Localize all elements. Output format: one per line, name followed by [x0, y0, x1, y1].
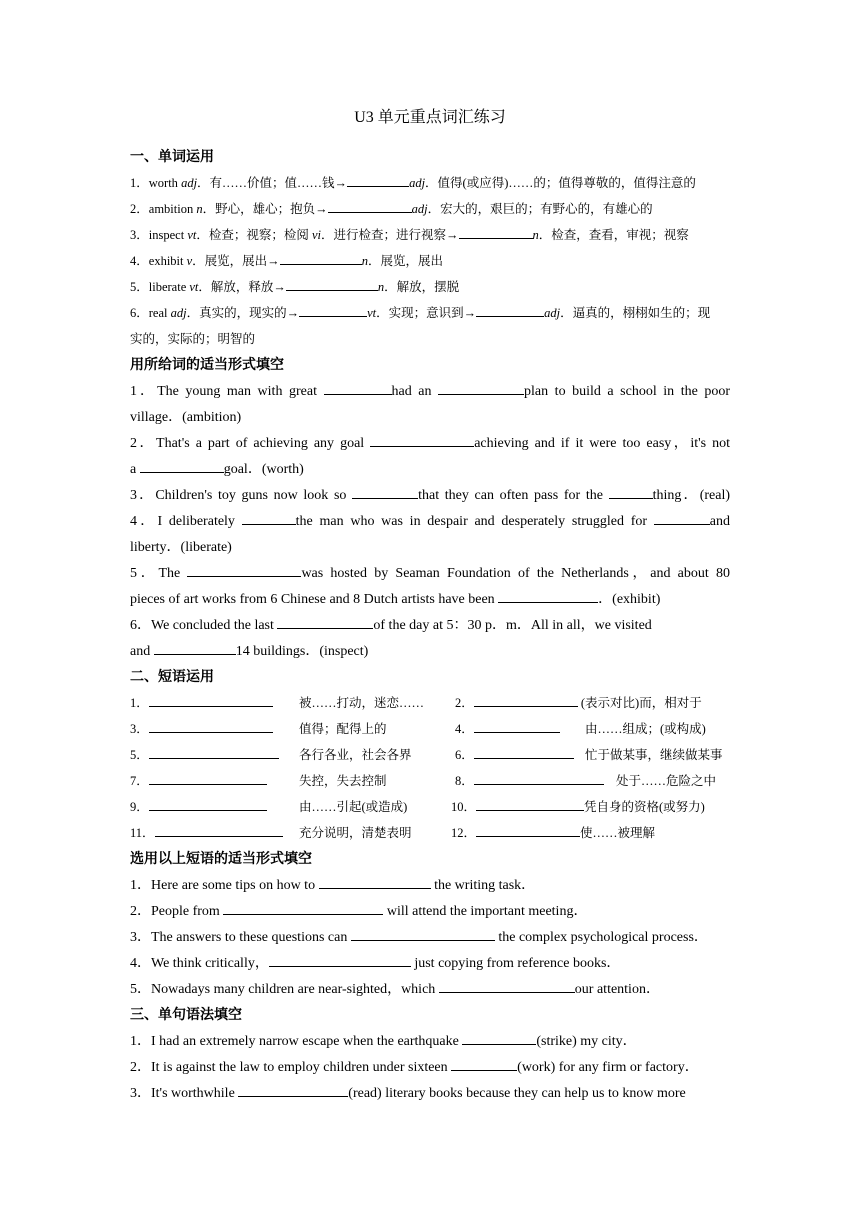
phrase-item-1: 1． — [130, 693, 273, 711]
answer-blank[interactable] — [187, 564, 301, 577]
fill1-question-5-continued: pieces of art works from 6 Chinese and 8 Dutch artists have been ．(exhibit) — [130, 592, 661, 607]
page-title: U3 单元重点词汇练习 — [354, 109, 506, 126]
answer-blank[interactable] — [328, 200, 412, 213]
section-heading-phrase-usage: 二、短语运用 — [130, 669, 214, 685]
answer-blank[interactable] — [462, 1032, 536, 1045]
vocab-item-2: 2．ambition n．野心，雄心；抱负→ adj．宏大的，艰巨的；有野心的，有雄心的 — [130, 202, 653, 216]
answer-blank[interactable] — [149, 746, 279, 759]
vocab-item-1: 1．worth adj．有……价值；值……钱→ adj．值得(或应得)……的；值得尊敬的，值得注意的 — [130, 176, 696, 190]
answer-blank[interactable] — [352, 486, 418, 499]
answer-blank[interactable] — [223, 902, 383, 915]
answer-blank[interactable] — [140, 460, 224, 473]
fill1-question-2: 2．That's a part of achieving any goal achieving and if it were too easy，it's not — [130, 436, 730, 451]
phrase-meaning-7: 失控，失去控制 — [299, 774, 387, 788]
fill1-question-1: 1．The young man with great had an plan to build a school in the poor — [130, 384, 730, 399]
phrase-item-7: 7． — [130, 771, 267, 789]
answer-blank[interactable] — [439, 980, 575, 993]
answer-blank[interactable] — [149, 694, 273, 707]
phrase-meaning-5: 各行各业，社会各界 — [299, 748, 412, 762]
answer-blank[interactable] — [347, 174, 409, 187]
phrase-item-6: 6． — [455, 745, 574, 763]
answer-blank[interactable] — [149, 798, 267, 811]
fill1-question-1-continued: village．(ambition) — [130, 410, 242, 425]
answer-blank[interactable] — [319, 876, 431, 889]
phrase-meaning-9: 由……引起(或造成) — [299, 800, 408, 814]
vocab-item-6: 6．real adj．真实的，现实的→ vt．实现；意识到→ adj．逼真的，栩栩如生的；现 — [130, 306, 711, 320]
answer-blank[interactable] — [149, 720, 273, 733]
answer-blank[interactable] — [351, 928, 495, 941]
grammar-question-3: 3．It's worthwhile (read) literary books because they can help us to know more — [130, 1086, 686, 1101]
answer-blank[interactable] — [654, 512, 710, 525]
answer-blank[interactable] — [324, 382, 392, 395]
answer-blank[interactable] — [277, 616, 373, 629]
phrase-meaning-6: 忙于做某事，继续做某事 — [585, 748, 723, 762]
phrase-meaning-8: 处于……危险之中 — [616, 774, 717, 788]
answer-blank[interactable] — [286, 278, 378, 291]
answer-blank[interactable] — [149, 772, 267, 785]
answer-blank[interactable] — [280, 252, 362, 265]
phrase-item-4: 4． — [455, 719, 560, 737]
answer-blank[interactable] — [459, 226, 533, 239]
answer-blank[interactable] — [238, 1084, 348, 1097]
section-heading-word-usage: 一、单词运用 — [130, 149, 214, 165]
phrase-item-9: 9． — [130, 797, 267, 815]
fill2-question-3: 3．The answers to these questions can the complex psychological process． — [130, 930, 708, 945]
vocab-item-4: 4．exhibit v．展览，展出→ n．展览，展出 — [130, 254, 443, 268]
phrase-meaning-1: 被……打动，迷恋…… — [299, 696, 425, 710]
vocab-item-3: 3．inspect vt．检查；视察；检阅 vi．进行检查；进行视察→ n．检查，查看，审视；视察 — [130, 228, 689, 242]
fill1-question-6: 6．We concluded the last of the day at 5：30 p．m．All in all，we visited — [130, 618, 652, 633]
grammar-question-2: 2．It is against the law to employ children under sixteen (work) for any firm or factory． — [130, 1060, 699, 1075]
answer-blank[interactable] — [498, 590, 598, 603]
fill2-question-2: 2．People from will attend the important meeting． — [130, 904, 588, 919]
answer-blank[interactable] — [474, 720, 560, 733]
answer-blank[interactable] — [154, 642, 236, 655]
phrase-item-12: 12． 使……被理解 — [451, 826, 656, 840]
fill1-question-4-continued: liberty．(liberate) — [130, 540, 232, 555]
fill1-question-2-continued: a goal．(worth) — [130, 462, 304, 477]
phrase-meaning-11: 充分说明，清楚表明 — [299, 826, 412, 840]
answer-blank[interactable] — [242, 512, 296, 525]
answer-blank[interactable] — [438, 382, 524, 395]
answer-blank[interactable] — [370, 434, 474, 447]
answer-blank[interactable] — [476, 798, 584, 811]
answer-blank[interactable] — [474, 694, 578, 707]
section-heading-grammar-fill: 三、单句语法填空 — [130, 1007, 242, 1023]
phrase-item-10: 10． 凭自身的资格(或努力) — [451, 800, 705, 814]
grammar-question-1: 1．I had an extremely narrow escape when the earthquake (strike) my city． — [130, 1034, 637, 1049]
fill1-question-5: 5．The was hosted by Seaman Foundation of the Netherlands，and about 80 — [130, 566, 731, 581]
answer-blank[interactable] — [269, 954, 411, 967]
phrase-item-8: 8． — [455, 771, 604, 789]
fill1-question-4: 4．I deliberately the man who was in despair and desperately struggled for and — [130, 514, 730, 529]
phrase-item-11: 11． — [130, 823, 283, 841]
answer-blank[interactable] — [476, 824, 580, 837]
fill1-question-3: 3．Children's toy guns now look so that they can often pass for the thing．(real) — [130, 488, 731, 503]
answer-blank[interactable] — [609, 486, 653, 499]
fill2-question-4: 4．We think critically， just copying from reference books． — [130, 956, 621, 971]
answer-blank[interactable] — [474, 746, 574, 759]
answer-blank[interactable] — [155, 824, 283, 837]
vocab-item-5: 5．liberate vt．解放，释放→ n．解放，摆脱 — [130, 280, 460, 294]
vocab-item-6-continued: 实的，实际的；明智的 — [130, 332, 256, 346]
phrase-meaning-4: 由……组成；(或构成) — [585, 722, 706, 736]
fill2-question-5: 5．Nowadays many children are near-sighted，which our attention． — [130, 982, 660, 997]
section-heading-fill-given-words: 用所给词的适当形式填空 — [130, 357, 284, 373]
fill2-question-1: 1．Here are some tips on how to the writing task． — [130, 878, 536, 893]
phrase-meaning-3: 值得；配得上的 — [299, 722, 387, 736]
answer-blank[interactable] — [451, 1058, 517, 1071]
answer-blank[interactable] — [299, 304, 367, 317]
phrase-item-3: 3． — [130, 719, 273, 737]
phrase-item-2: 2． (表示对比)而，相对于 — [455, 696, 702, 710]
section-heading-fill-phrases: 选用以上短语的适当形式填空 — [130, 851, 312, 867]
phrase-item-5: 5． — [130, 745, 279, 763]
answer-blank[interactable] — [476, 304, 544, 317]
fill1-question-6-continued: and 14 buildings．(inspect) — [130, 644, 369, 659]
answer-blank[interactable] — [474, 772, 604, 785]
